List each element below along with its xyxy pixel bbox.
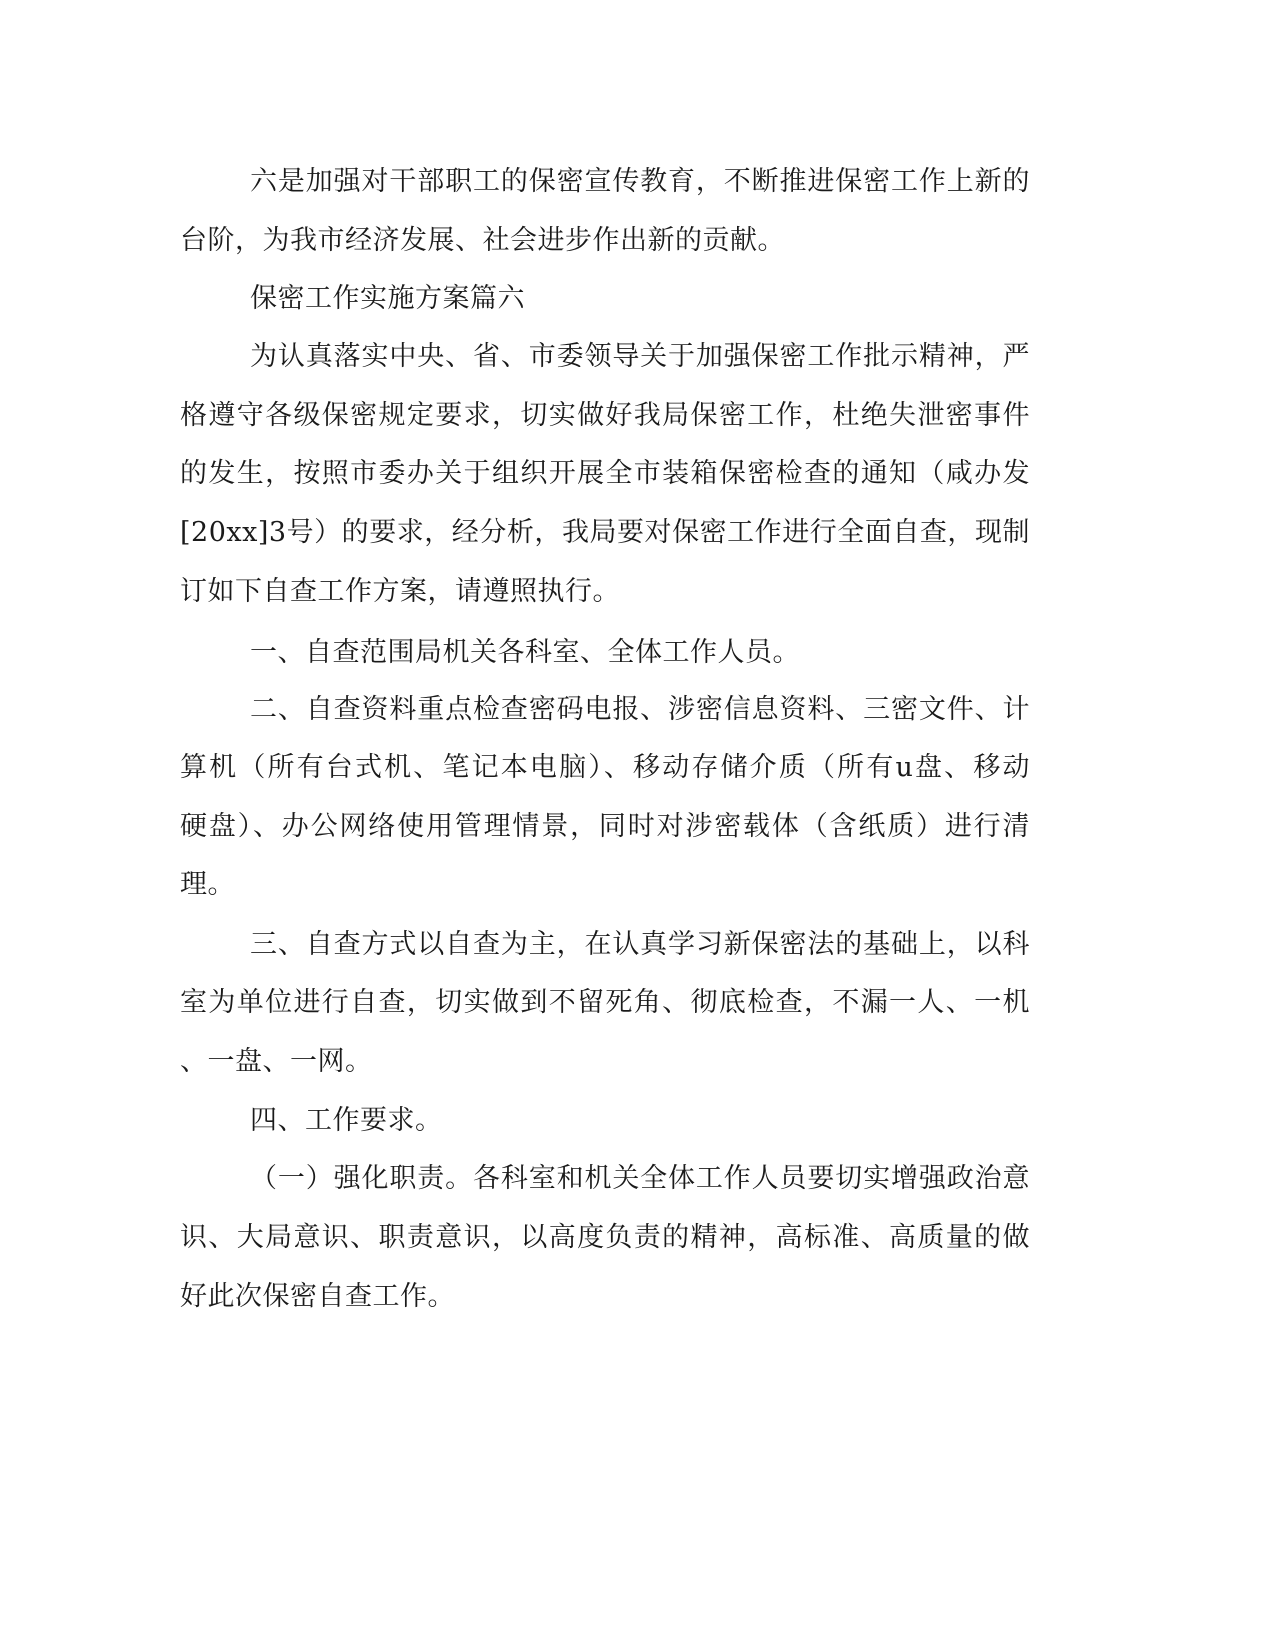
paragraph-line: 为认真落实中央、省、市委领导关于加强保密工作批示精神，严 <box>250 341 1030 372</box>
paragraph-line: 理。 <box>180 869 235 900</box>
paragraph-line: 三、自查方式以自查为主，在认真学习新保密法的基础上，以科 <box>250 929 1030 960</box>
paragraph-line: [20xx]3号）的要求，经分析，我局要对保密工作进行全面自查，现制 <box>180 517 1030 548</box>
paragraph-line: 二、自查资料重点检查密码电报、涉密信息资料、三密文件、计 <box>250 694 1030 725</box>
paragraph-line: （一）强化职责。各科室和机关全体工作人员要切实增强政治意 <box>250 1163 1030 1194</box>
paragraph-line: 识、大局意识、职责意识，以高度负责的精神，高标准、高质量的做 <box>180 1222 1030 1253</box>
paragraph-line: 一、自查范围局机关各科室、全体工作人员。 <box>250 637 800 668</box>
paragraph-line: 六是加强对干部职工的保密宣传教育，不断推进保密工作上新的 <box>250 166 1030 197</box>
paragraph-line: 室为单位进行自查，切实做到不留死角、彻底检查，不漏一人、一机 <box>180 987 1030 1018</box>
paragraph-line: 的发生，按照市委办关于组织开展全市装箱保密检查的通知（咸办发 <box>180 458 1030 489</box>
paragraph-line: 硬盘）、办公网络使用管理情景，同时对涉密载体（含纸质）进行清 <box>180 811 1030 842</box>
paragraph-line: 格遵守各级保密规定要求，切实做好我局保密工作，杜绝失泄密事件 <box>180 400 1030 431</box>
paragraph-line: 四、工作要求。 <box>250 1105 443 1136</box>
paragraph-line: 订如下自查工作方案，请遵照执行。 <box>180 576 620 607</box>
paragraph-line: 算机（所有台式机、笔记本电脑）、移动存储介质（所有u盘、移动 <box>180 752 1030 783</box>
paragraph-line: 好此次保密自查工作。 <box>180 1281 455 1312</box>
paragraph-line: 、一盘、一网。 <box>180 1046 373 1077</box>
paragraph-line: 台阶，为我市经济发展、社会进步作出新的贡献。 <box>180 225 785 256</box>
section-heading: 保密工作实施方案篇六 <box>250 283 525 314</box>
